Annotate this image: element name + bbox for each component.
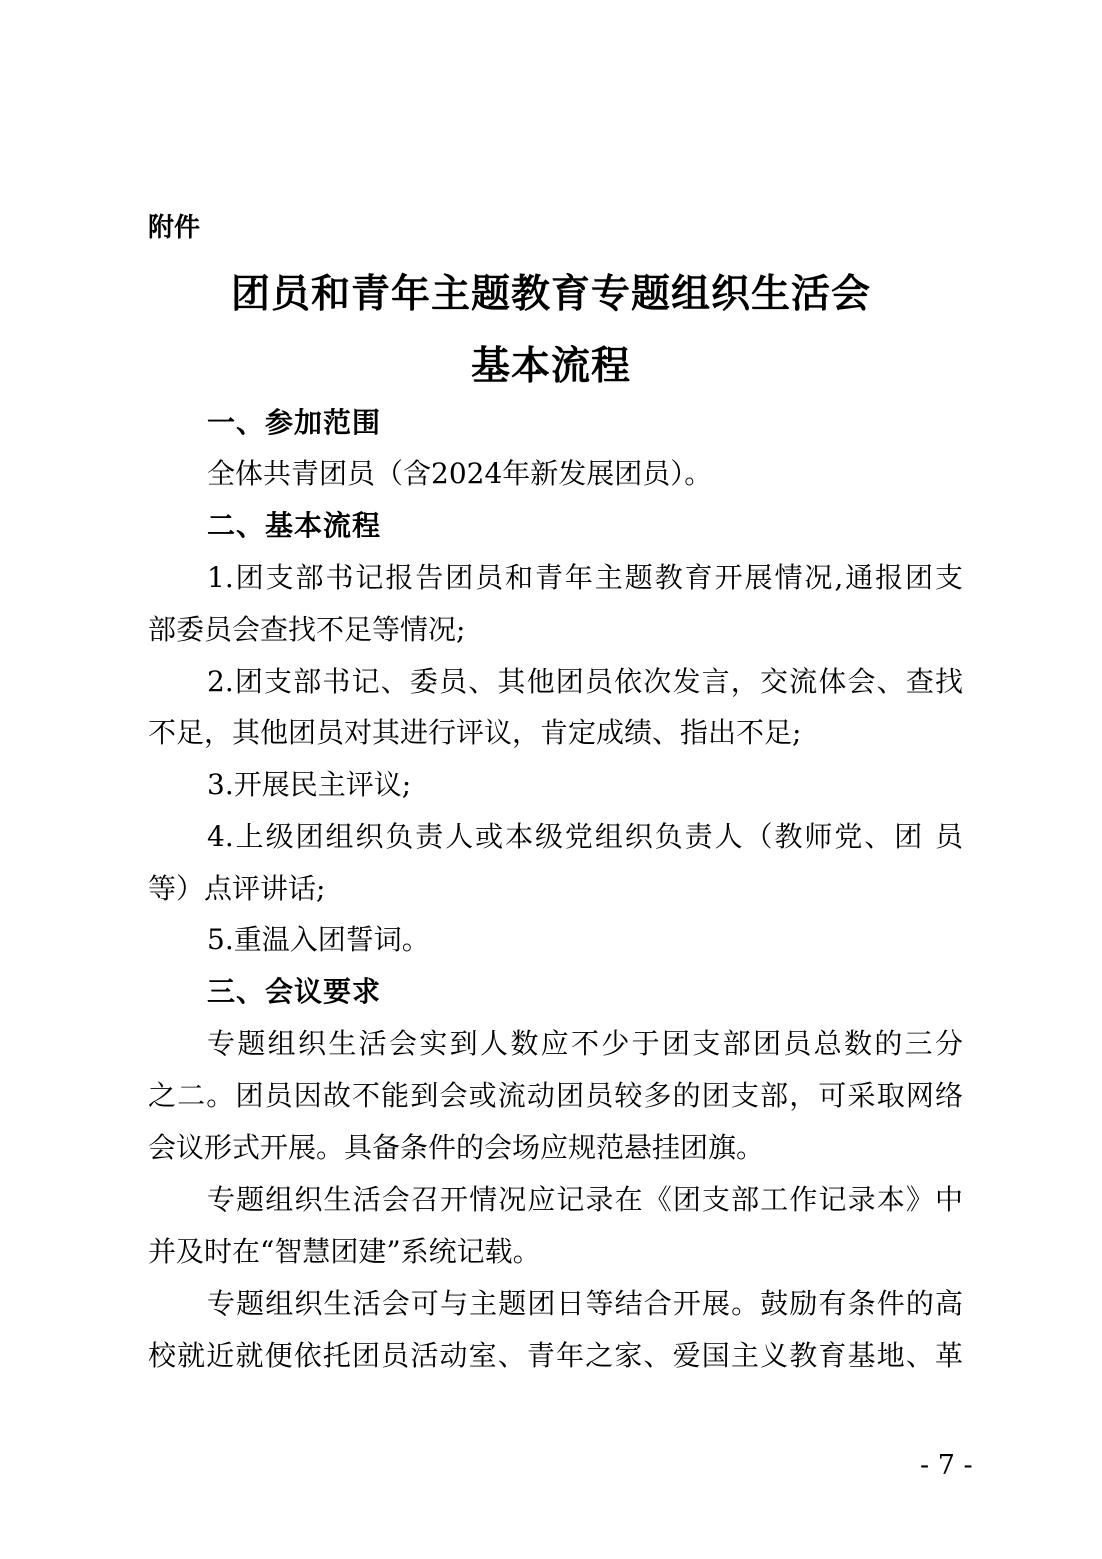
requirement-1-line-1: 专题组织生活会实到人数应不少于团支部团员总数的三分: [207, 1027, 963, 1060]
requirement-1-line-3: 会议形式开展。具备条件的会场应规范悬挂团旗。: [148, 1131, 765, 1164]
requirement-3-line-2: 校就近就便依托团员活动室、青年之家、爱国主义教育基地、革: [148, 1339, 963, 1372]
step-3: 3.开展民主评议;: [207, 768, 412, 801]
requirement-1-line-2: 之二。团员因故不能到会或流动团员较多的团支部，可采取网络: [148, 1079, 963, 1112]
document-title-line-1: 团员和青年主题教育专题组织生活会: [230, 271, 871, 317]
step-4-line-2: 等）点评讲话;: [148, 872, 326, 905]
requirement-3-line-1: 专题组织生活会可与主题团日等结合开展。鼓励有条件的高: [207, 1287, 963, 1320]
requirement-2-line-2: 并及时在“智慧团建”系统记载。: [148, 1235, 541, 1268]
step-1-line-2: 部委员会查找不足等情况;: [148, 613, 466, 646]
step-4-line-1: 4.上级团组织负责人或本级党组织负责人（教师党、团 员: [207, 820, 963, 853]
requirement-2-line-1: 专题组织生活会召开情况应记录在《团支部工作记录本》中: [207, 1183, 963, 1216]
document-title-line-2: 基本流程: [470, 343, 631, 389]
section-2-heading: 二、基本流程: [207, 509, 382, 542]
step-5: 5.重温入团誓词。: [207, 923, 430, 956]
attachment-label: 附件: [148, 213, 201, 243]
page-number: - 7 -: [920, 1450, 973, 1481]
step-2-line-1: 2.团支部书记、委员、其他团员依次发言，交流体会、查找: [207, 665, 963, 698]
section-1-heading: 一、参加范围: [207, 406, 382, 439]
step-1-line-1: 1.团支部书记报告团员和青年主题教育开展情况,通报团支: [207, 561, 963, 594]
step-2-line-2: 不足，其他团员对其进行评议，肯定成绩、指出不足;: [148, 716, 802, 749]
section-1-text: 全体共青团员（含2024年新发展团员）。: [207, 457, 713, 490]
section-3-heading: 三、会议要求: [207, 975, 382, 1008]
